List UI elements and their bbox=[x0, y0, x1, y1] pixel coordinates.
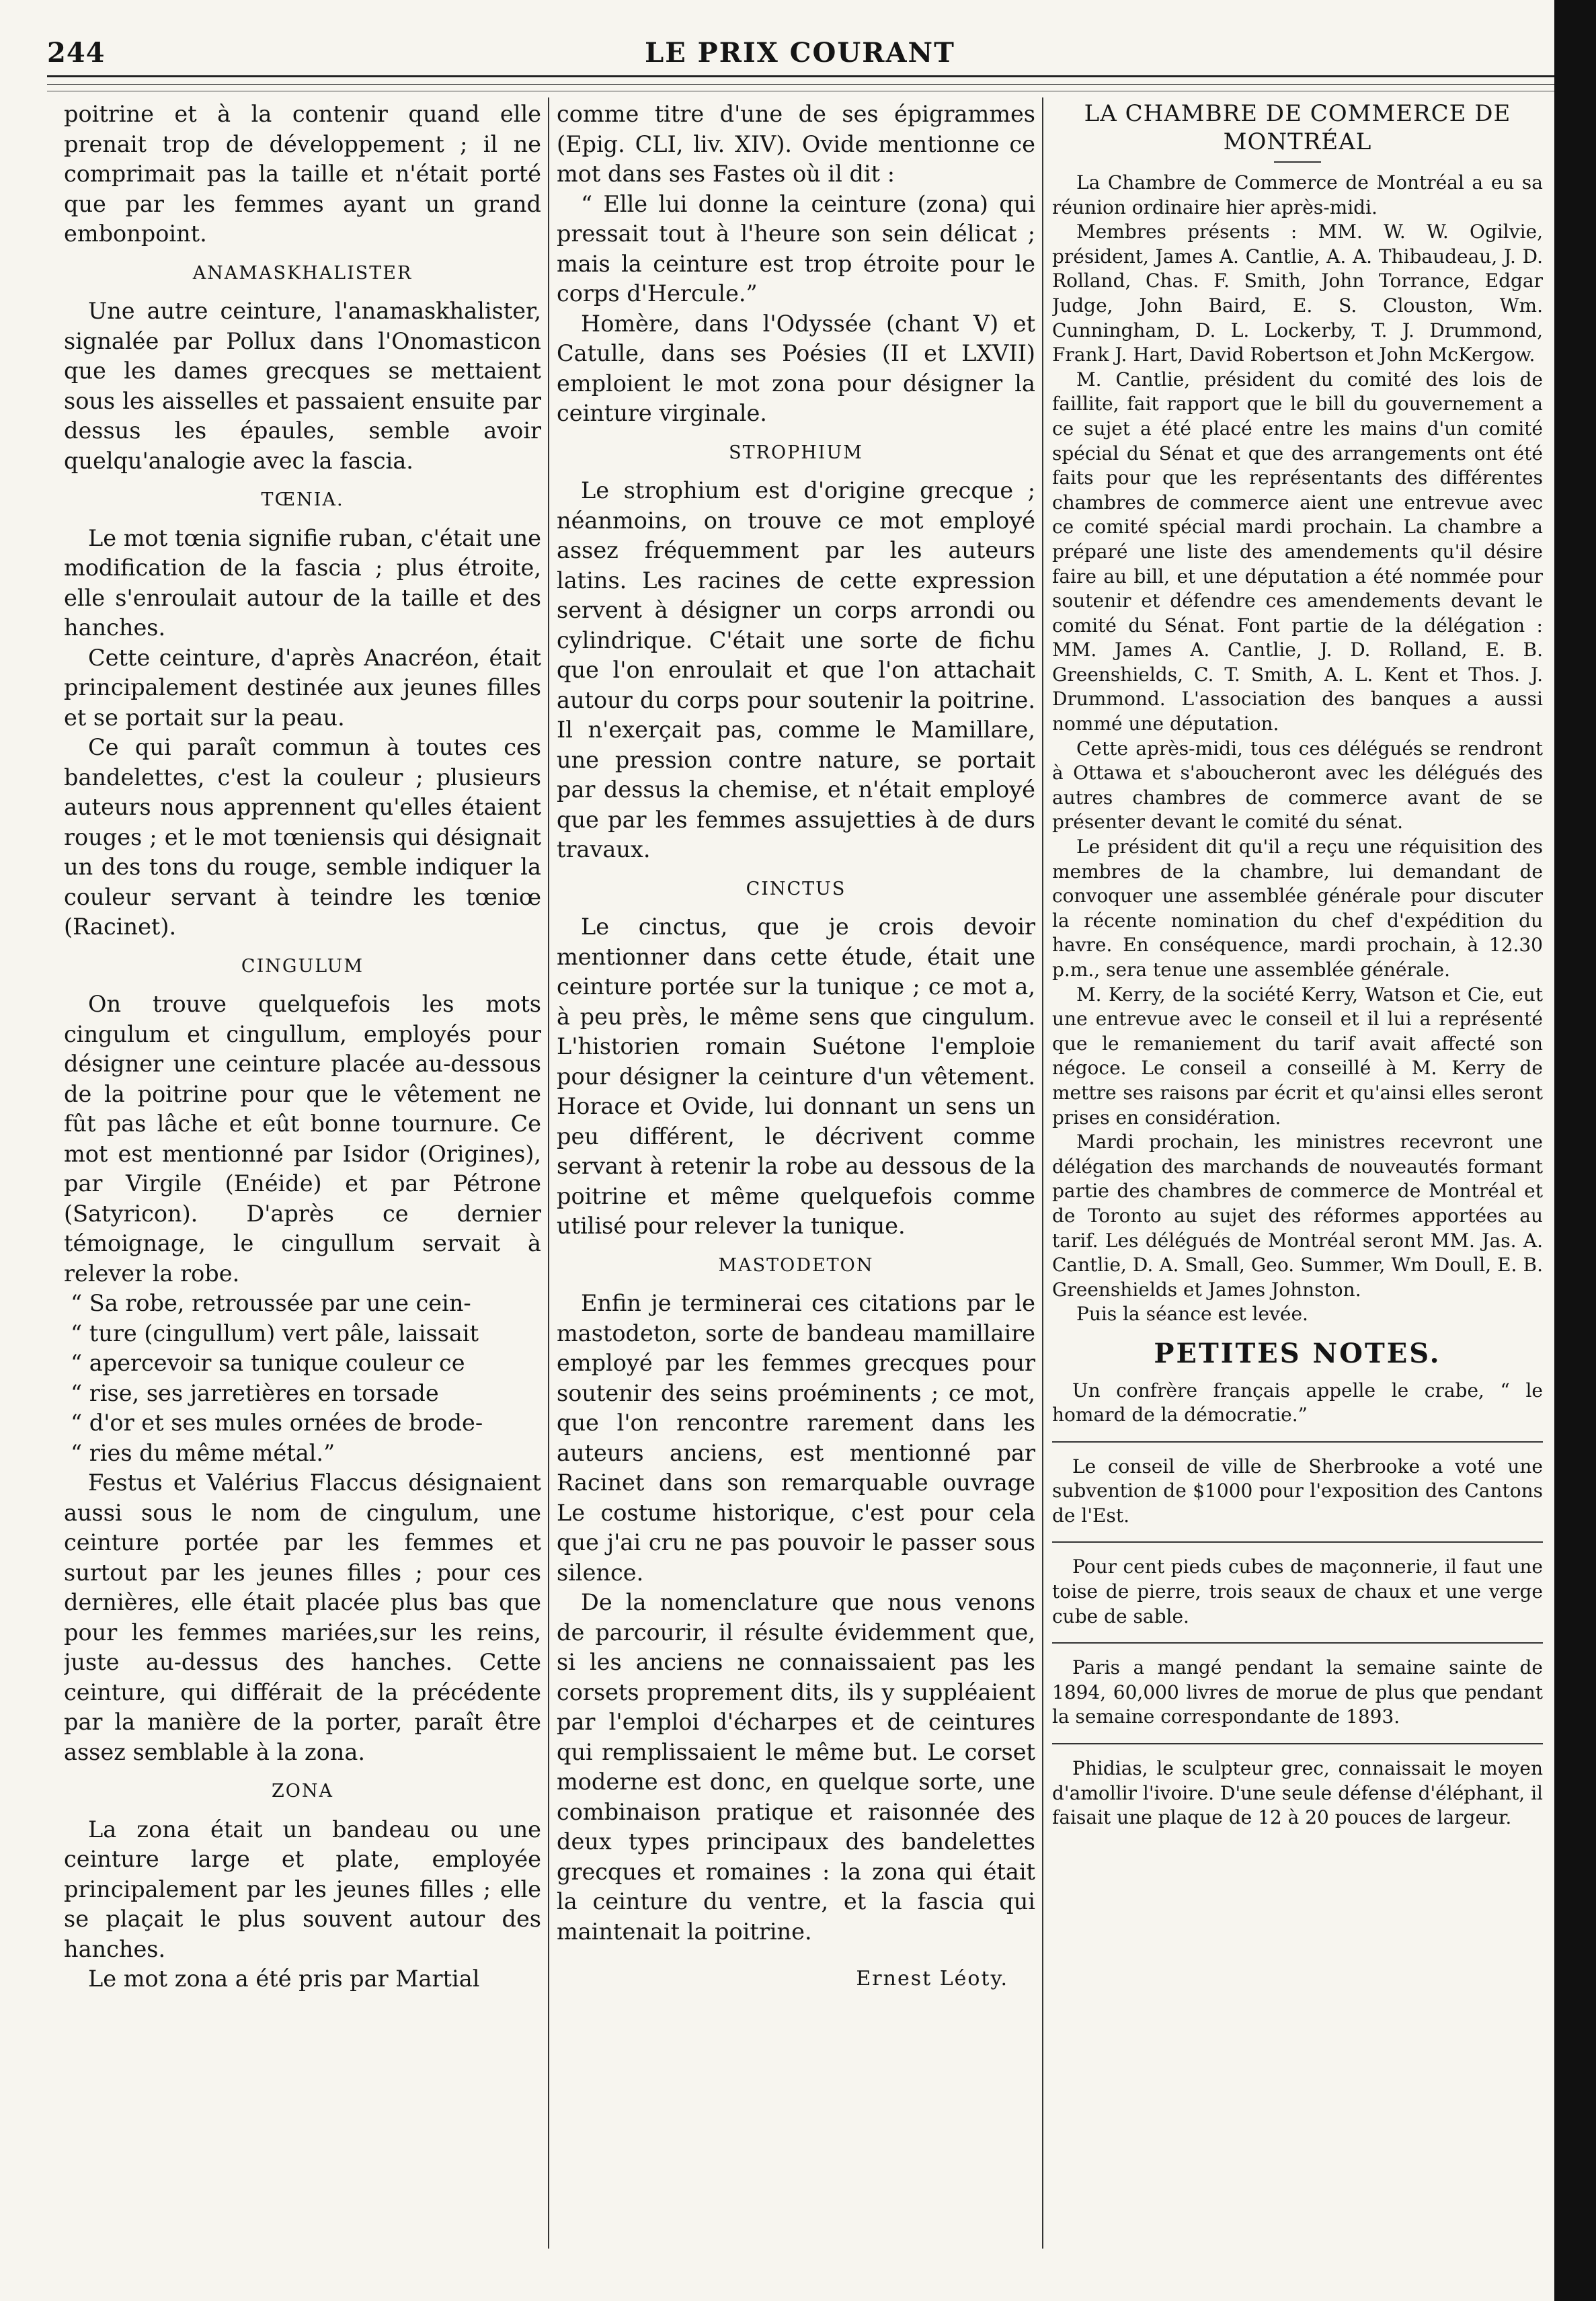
article-title: LA CHAMBRE DE COMMERCE DE bbox=[1084, 100, 1511, 127]
page-number: 244 bbox=[47, 37, 106, 69]
quote-line: “ rise, ses jarretières en torsade bbox=[71, 1379, 439, 1406]
quote-paragraph: “ Elle lui donne la ceinture (zona) qui pressait tout à l'heure son sein délicat ; mais la ceinture est trop étroite pour le corps d'Hercule.” bbox=[557, 190, 1035, 307]
paragraph: Le mot zona a été pris par Martial bbox=[88, 1966, 480, 1992]
header-rule bbox=[47, 75, 1556, 77]
quote-line: “ ries du même métal.” bbox=[71, 1439, 335, 1466]
paragraph: Cette ceinture, d'après Anacréon, était principalement destinée aux jeunes filles et se portait sur la peau. bbox=[64, 644, 541, 731]
paragraph: poitrine et à la contenir quand elle prenait trop de développement ; il ne comprimait pas la taille et n'était porté que par les femmes ayant un grand embonpoint. bbox=[64, 101, 541, 247]
paragraph: Enfin je terminerai ces citations par le mastodeton, sorte de bandeau mamillaire employé par les femmes grecques pour soutenir des seins proéminents ; ce mot, que l'on rencontre rarement dans les auteurs anciens, est mentionné par Racinet dans son remarquable ouvrage Le costume historique, c'est pour cela que j'ai cru ne pas pouvoir le passer sous silence. bbox=[557, 1290, 1035, 1586]
paragraph: Festus et Valérius Flaccus désignaient aussi sous le nom de cingulum, une ceinture portée par les femmes et surtout par les jeunes filles ; pour ces dernières, elle était placée plus bas que pour les femmes mariées,sur les reins, juste au-dessus des hanches. Cette ceinture, qui différait de la précédente par la manière de la porter, paraît être assez semblable à la zona. bbox=[64, 1469, 541, 1765]
section-heading: ANAMASKHALISTER bbox=[192, 262, 413, 284]
page-header bbox=[47, 37, 1553, 74]
paragraph: La zona était un bandeau ou une ceinture large et plate, employée principalement par les jeunes filles ; elle se plaçait le plus souvent autour des hanches. bbox=[64, 1816, 541, 1962]
paragraph: Puis la séance est levée. bbox=[1076, 1303, 1308, 1326]
title-dash bbox=[1274, 161, 1321, 163]
section-heading: CINGULUM bbox=[241, 955, 364, 977]
paragraph: Le cinctus, que je crois devoir mentionner dans cette étude, était une ceinture portée sur la tunique ; ce mot a, à peu près, le même sens que cingulum. L'historien romain Suétone l'emploie pour désigner la ceinture d'un vêtement. Horace et Ovide, lui donnant un sens un peu différent, le décrivent comme servant à retenir la robe au dessous de la poitrine et même quelquefois comme utilisé pour relever la tunique. bbox=[557, 914, 1035, 1239]
paragraph: Mardi prochain, les ministres recevront une délégation des marchands de nouveautés formant partie des chambres de commerce de Montréal et de Toronto au sujet des réformes apportées au tarif. Les délégués de Montréal seront MM. Jas. A. Cantlie, D. A. Small, Geo. Summer, Wm Doull, E. B. Greenshields et James Johnston. bbox=[1052, 1131, 1543, 1301]
article-title-2: MONTRÉAL bbox=[1223, 128, 1372, 155]
section-heading: CINCTUS bbox=[746, 878, 846, 899]
paragraph: Ce qui paraît commun à toutes ces bandelettes, c'est la couleur ; plusieurs auteurs nous apprennent qu'elles étaient rouges ; et le mot tœniensis qui désignait un des tons du rouge, semble indiquer la couleur servant à teindre les tœniœ (Racinet). bbox=[64, 734, 541, 940]
scan-edge bbox=[1554, 0, 1596, 2301]
quote-line: “ apercevoir sa tunique couleur ce bbox=[71, 1350, 465, 1376]
paragraph: Homère, dans l'Odyssée (chant V) et Catulle, dans ses Poésies (II et LXVII) emploient le mot zona pour désigner la ceinture virginale. bbox=[557, 310, 1035, 426]
column-2 bbox=[557, 99, 1035, 2237]
quote-line: “ Sa robe, retroussée par une cein- bbox=[71, 1290, 471, 1316]
paragraph: M. Cantlie, président du comité des lois de faillite, fait rapport que le bill du gouvernement a ce sujet a été placé entre les mains d'un comité spécial du Sénat et que des arrangements ont été faits pour que les représentants des différentes chambres de commerce aient une entrevue avec ce comité spécial mardi prochain. La chambre a préparé une liste des amendements qu'il désire faire au bill, et une députation a été nommée pour soutenir et défendre ces amendements devant le comité du Sénat. Font partie de la délégation : MM. James A. Cantlie, J. D. Rolland, E. B. Greenshields, C. T. Smith, A. L. Kent et Thos. J. Drummond. L'association des banques a aussi nommé une députation. bbox=[1052, 368, 1543, 735]
paragraph: Le président dit qu'il a reçu une réquisition des membres de la chambre, lui demandant de convoquer une assemblée générale pour discuter la récente nomination du chef d'expédition du havre. En conséquence, mardi prochain, à 12.30 p.m., sera tenue une assemblée générale. bbox=[1052, 836, 1543, 981]
author-signature: Ernest Léoty. bbox=[856, 1967, 1008, 1990]
note-item: Paris a mangé pendant la semaine sainte de 1894, 60,000 livres de morue de plus que pendant la semaine correspondante de 1893. bbox=[1052, 1656, 1543, 1728]
header-rule-thin bbox=[47, 84, 1556, 85]
note-separator bbox=[1052, 1541, 1543, 1543]
paragraph: M. Kerry, de la société Kerry, Watson et Cie, eut une entrevue avec le conseil et il lui a représenté que le remaniement du tarif avait affecté son négoce. Le conseil a conseillé à M. Kerry de mettre ses raisons par écrit et qu'ainsi elles seront prises en considération. bbox=[1052, 983, 1543, 1129]
paragraph: Le mot tœnia signifie ruban, c'était une modification de la fascia ; plus étroite, elle s'enroulait autour de la taille et des hanches. bbox=[64, 524, 541, 641]
column-3 bbox=[1052, 99, 1543, 2237]
section-heading: STROPHIUM bbox=[729, 442, 863, 463]
note-separator bbox=[1052, 1642, 1543, 1644]
paragraph: Le strophium est d'origine grecque ; néanmoins, on trouve ce mot employé assez fréquemment par les auteurs latins. Les racines de cette expression servent à désigner un corps arrondi ou cylindrique. C'était une sorte de fichu que l'on enroulait et que l'on attachait autour du corps pour soutenir la poitrine. Il n'exerçait pas, comme le Mamillare, une pression contre nature, se portait par dessus la chemise, et n'était employé que par les femmes assujetties à de durs travaux. bbox=[557, 477, 1035, 862]
note-item: Un confrère français appelle le crabe, “ le homard de la démocratie.” bbox=[1052, 1379, 1543, 1426]
paragraph: Une autre ceinture, l'anamaskhalister, signalée par Pollux dans l'Onomasticon que les dames grecques se mettaient sous les aisselles et passaient ensuite par dessus les épaules, semble avoir quelqu'analogie avec la fascia. bbox=[64, 298, 541, 474]
paragraph: La Chambre de Commerce de Montréal a eu sa réunion ordinaire hier après-midi. bbox=[1052, 171, 1543, 218]
column-1 bbox=[64, 99, 541, 2237]
section-heading: ZONA bbox=[271, 1781, 334, 1802]
note-separator bbox=[1052, 1441, 1543, 1443]
note-separator bbox=[1052, 1743, 1543, 1744]
journal-title: LE PRIX COURANT bbox=[645, 37, 955, 69]
quote-line: “ d'or et ses mules ornées de brode- bbox=[71, 1410, 483, 1436]
note-item: Phidias, le sculpteur grec, connaissait le moyen d'amollir l'ivoire. D'une seule défense d'éléphant, il faisait une plaque de 12 à 20 pouces de largeur. bbox=[1052, 1757, 1543, 1829]
paragraph: Membres présents : MM. W. W. Ogilvie, président, James A. Cantlie, A. A. Thibaudeau, J. D. Rolland, Chas. F. Smith, John Torrance, Edgar Judge, John Baird, E. S. Clouston, Wm. Cunningham, D. L. Lockerby, T. J. Drummond, Frank J. Hart, David Robertson et John McKergow. bbox=[1052, 220, 1543, 366]
paragraph: On trouve quelquefois les mots cingulum et cingullum, employés pour désigner une ceinture placée au-dessous de la poitrine pour que le vêtement ne fût pas lâche et eût bonne tournure. Ce mot est mentionné par Isidor (Origines), par Virgile (Enéide) et par Pétrone (Satyricon). D'après ce dernier témoignage, le cingullum servait à relever la robe. bbox=[64, 991, 541, 1287]
section-heading: TŒNIA. bbox=[261, 489, 344, 510]
paragraph: De la nomenclature que nous venons de parcourir, il résulte évidemment que, si les anciens ne connaissaient pas les corsets proprement dits, ils y suppléaient par l'emploi d'écharpes et de ceintures qui remplissaient le même but. Le corset moderne est donc, en quelque sorte, une combinaison pratique et raisonnée des deux types principaux des bandelettes grecques et romaines : la zona qui était la ceinture du ventre, et la fascia qui maintenait la poitrine. bbox=[557, 1589, 1035, 1945]
section-heading: MASTODETON bbox=[718, 1254, 874, 1276]
quote-line: “ ture (cingullum) vert pâle, laissait bbox=[71, 1320, 479, 1346]
paragraph: Cette après-midi, tous ces délégués se rendront à Ottawa et s'aboucheront avec les délégués des autres chambres de commerce avant de se présenter devant le comité du sénat. bbox=[1052, 737, 1543, 834]
column-divider-1 bbox=[548, 97, 549, 2249]
notes-title: PETITES NOTES. bbox=[1154, 1337, 1441, 1369]
note-item: Le conseil de ville de Sherbrooke a voté une subvention de $1000 pour l'exposition des Cantons de l'Est. bbox=[1052, 1455, 1543, 1527]
paragraph: comme titre d'une de ses épigrammes (Epig. CLI, liv. XIV). Ovide mentionne ce mot dans ses Fastes où il dit : bbox=[557, 101, 1035, 187]
column-divider-2 bbox=[1042, 97, 1043, 2249]
note-item: Pour cent pieds cubes de maçonnerie, il faut une toise de pierre, trois seaux de chaux et une verge cube de sable. bbox=[1052, 1556, 1543, 1627]
